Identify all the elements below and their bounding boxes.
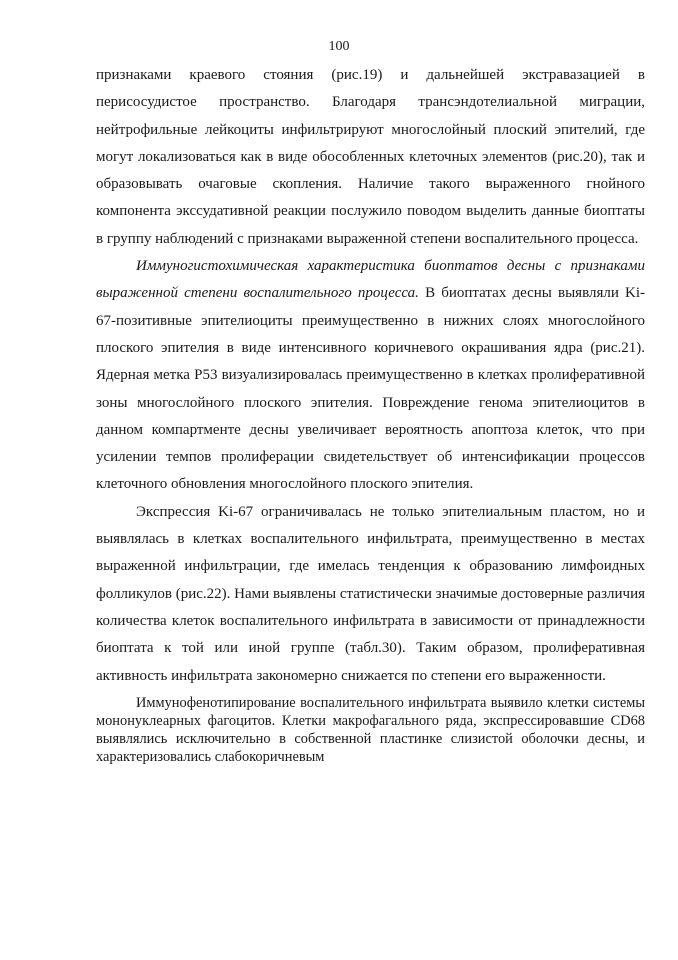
body-text bbox=[96, 62, 645, 767]
italic-section-heading: Иммуногистохимическая характеристика биоптатов десны с признаками выраженной степени воспалительного процесса. bbox=[96, 258, 645, 302]
paragraph-inflammation-description: признаками краевого стояния (рис.19) и дальнейшей экстравазацией в перисосудистое пространство. Благодаря трансэндотелиальной миграции, нейтрофильные лейкоциты инфильтрируют многослойный плоский эпителий, где могут локализоваться как в виде обособленных клеточных элементов (рис.20), так и образовывать очаговые скопления. Наличие такого выраженного гнойного компонента экссудативной реакции послужило поводом выделить данные биоптаты в группу наблюдений с признаками выраженной степени воспалительного процесса. bbox=[96, 67, 645, 247]
paragraph-ki67-expression: Экспрессия Ki-67 ограничивалась не только эпителиальным пластом, но и выявлялась в клетках воспалительного инфильтрата, преимущественно в местах выраженной инфильтрации, где имелась тенденция к образованию лимфоидных фолликулов (рис.22). Нами выявлены статистически значимые достоверные различия количества клеток воспалительного инфильтрата в зависимости от принадлежности биоптата к той или иной группе (табл.30). Таким образом, пролиферативная активность инфильтрата закономерно снижается по степени его выраженности. bbox=[96, 503, 645, 684]
page-number: 100 bbox=[328, 39, 350, 54]
paragraph-immunohistochemistry bbox=[96, 253, 645, 499]
paragraph-immunophenotyping: Иммунофенотипирование воспалительного инфильтрата выявило клетки системы мононуклеарных фагоцитов. Клетки макрофагального ряда, экспрессировавшие CD68 выявлялись исключительно в собственной пластинке слизистой оболочки десны, и характеризовались слабокоричневым bbox=[96, 694, 645, 766]
paragraph-immunohistochemistry-text: В биоптатах десны выявляли Ki-67-позитивные эпителиоциты преимущественно в нижних слоях многослойного плоского эпителия в виде интенсивного коричневого окрашивания ядра (рис.21). Ядерная метка P53 визуализировалась преимущественно в клетках пролиферативной зоны многослойного плоского эпителия. Повреждение генома эпителиоцитов в данном компартменте десны увеличивает вероятность апоптоза клеток, что при усилении темпов пролиферации свидетельствует об интенсификации процессов клеточного обновления многослойного плоского эпителия. bbox=[96, 285, 645, 493]
